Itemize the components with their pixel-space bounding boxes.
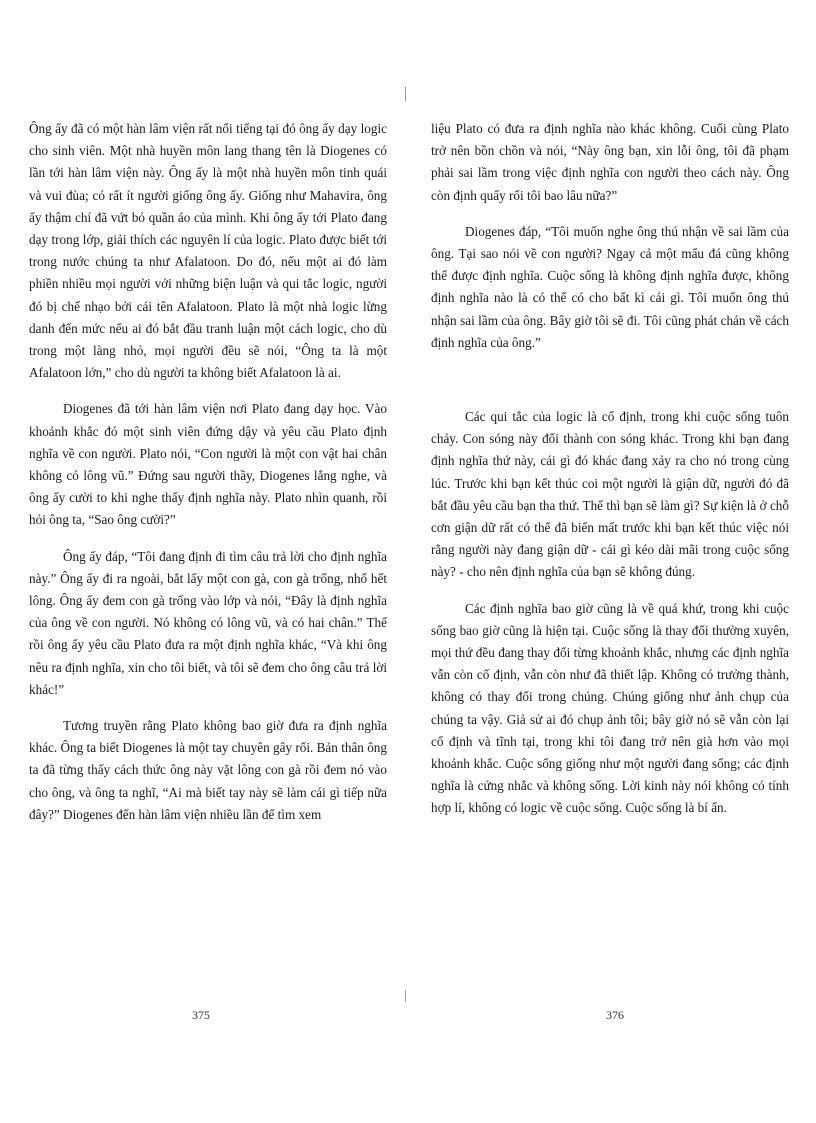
gutter-mark-top [405, 87, 406, 101]
gutter-mark-bottom [405, 990, 406, 1002]
right-page-number: 376 [606, 1008, 624, 1022]
right-paragraph-1: liệu Plato có đưa ra định nghĩa nào khác không. Cuối cùng Plato trở nên bồn chồn và nói, “Này ông bạn, xin lỗi ông, tôi đã phạm phải sai lầm trong việc định nghĩa con người theo cách này. Ông còn định quấy rối tôi bao lâu nữa?” [431, 121, 789, 203]
right-paragraph-2: Diogenes đáp, “Tôi muốn nghe ông thú nhận về sai lầm của ông. Tại sao nói về con người? Ngay cả một mẩu đá cũng không thể được định nghĩa. Cuộc sống là không định nghĩa được, không định nghĩa nào là có thể có cho bất kì cái gì. Tôi muốn ông thú nhận sai lầm của ông. Bây giờ tôi sẽ đi. Tôi cũng phát chán về cách định nghĩa của ông.” [431, 223, 789, 350]
right-paragraph-4: Các định nghĩa bao giờ cũng là về quá khứ, trong khi cuộc sống bao giờ cũng là hiện tại. Cuộc sống là thay đổi thường xuyên, mọi thứ đều đang thay đổi từng khoảnh khắc, nhưng các định nghĩa vẫn còn cố định, vẫn còn như đã thiết lập. Không có trưởng thành, không có thay đổi trong chúng. Chúng giống như ảnh chụp của chúng ta vậy. Giả sử ai đó chụp ảnh tôi; bây giờ nó sẽ vẫn còn lại cố định và tĩnh tại, trong khi tôi đang trở nên già hơn vào mọi khoảnh khắc. Cuộc sống giống như một người đang sống; các định nghĩa là cứng nhắc và không sống. Lời kinh này nói không có tính hợp lí, không có logic về cuộc sống. Cuộc sống là bí ẩn. [431, 600, 789, 816]
right-page [431, 118, 789, 834]
left-paragraph-2: Diogenes đã tới hàn lâm viện nơi Plato đang dạy học. Vào khoảnh khắc đó một sinh viên đứng dậy và yêu cầu Plato định nghĩa về con người. Plato nói, “Con người là một con vật hai chân không có lông vũ.” Đứng sau người thầy, Diogenes lắng nghe, và ông ấy cười to khi nghe thấy định nghĩa này. Plato nhìn quanh, rồi hỏi ông ta, “Sao ông cười?” [29, 401, 387, 528]
right-paragraph-3: Các qui tắc của logic là cố định, trong khi cuộc sống tuôn chảy. Con sóng này đổi thành con sóng khác. Trong khi bạn đang định nghĩa thứ này, cái gì đó khác đang xảy ra cho nó trong cùng lúc. Trước khi bạn kết thúc coi một người là giận dữ, người đó đã bắt đầu yêu cầu bạn tha thứ. Thế thì bạn sẽ làm gì? Sự kiện là ở chỗ cơn giận dữ rất có thể đã biến mất trước khi bạn kết thúc việc nói rằng người này đang giận dữ - cái gì kéo dài mãi trong cuộc sống này? - cho nên định nghĩa của bạn sẽ không đúng. [431, 409, 789, 580]
left-paragraph-1: Ông ấy đã có một hàn lâm viện rất nổi tiếng tại đó ông ấy dạy logic cho sinh viên. Một nhà huyền môn lang thang tên là Diogenes có lần tới hàn lâm viện này. Ông ấy là một nhà huyền môn tinh quái và vui đùa; có rất ít người giống ông ấy. Giống như Mahavira, ông ấy thậm chí đã vứt bỏ quần áo của mình. Khi ông ấy tới Plato đang dạy trong lớp, giải thích các nguyên lí của logic. Plato được biết tới trong nước chúng ta như Afalatoon. Do đó, nếu một ai đó làm phiền nhiều mọi người với những biện luận và qui tắc logic, người đó bị chế nhạo bởi cái tên Afalatoon. Plato là một nhà logic lừng danh đến mức nếu ai đó bắt đầu tranh luận một cách logic, cho dù trong một làng nhỏ, mọi người đều sẽ nói, “Ông ta là một Afalatoon lớn,” cho dù người ta không biết Afalatoon là ai. [29, 121, 387, 381]
left-paragraph-3: Ông ấy đáp, “Tôi đang định đi tìm câu trả lời cho định nghĩa này.” Ông ấy đi ra ngoài, bắt lấy một con gà, con gà trống, nhổ hết lông. Ông ấy đem con gà trống vào lớp và nói, “Đây là định nghĩa của ông về con người. Nó không có lông vũ, và có hai chân.” Thế rồi ông ấy yêu cầu Plato đưa ra một định nghĩa khác, “Và khi ông nêu ra định nghĩa, xin cho tôi biết, và tôi sẽ đem cho ông câu trả lời khác!” [29, 548, 387, 697]
left-page [29, 118, 387, 840]
left-page-number: 375 [192, 1008, 210, 1022]
left-paragraph-4: Tương truyền rằng Plato không bao giờ đưa ra định nghĩa khác. Ông ta biết Diogenes là một tay chuyên gây rối. Bản thân ông ta đã từng thấy cách thức ông này vặt lông con gà rồi đem nó vào cho ông, và ông ta nghĩ, “Ai mà biết tay này sẽ làm cái gì tiếp nữa đây?” Diogenes đến hàn lâm viện nhiều lần để tìm xem [29, 718, 387, 822]
